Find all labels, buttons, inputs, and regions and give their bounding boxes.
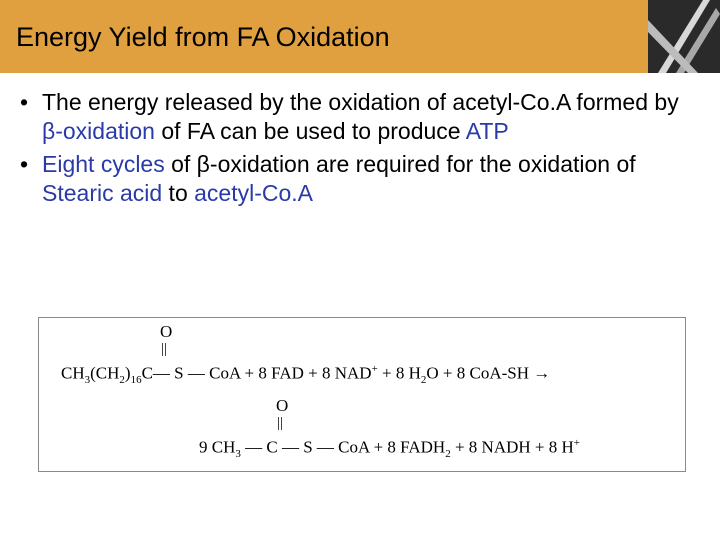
title-bar bbox=[0, 0, 720, 73]
eq-text: + 8 NADH + 8 H bbox=[450, 437, 574, 457]
double-bond-2: || bbox=[277, 415, 284, 431]
eq-text: 9 CH bbox=[199, 437, 236, 457]
reaction-equation-figure bbox=[38, 317, 686, 472]
eq-text: — C — S — CoA + 8 FADH bbox=[240, 437, 446, 457]
bullet-marker: • bbox=[20, 151, 29, 177]
eq-text: (CH bbox=[90, 363, 120, 383]
highlight-term: Eight cycles bbox=[42, 151, 165, 177]
bullet-text bbox=[42, 89, 679, 144]
equation-line-1 bbox=[61, 363, 550, 386]
bullet-item bbox=[20, 88, 700, 146]
eq-text: ) bbox=[124, 363, 131, 383]
eq-sup: + bbox=[573, 437, 580, 449]
eq-text: — S — CoA + 8 FAD + 8 NAD bbox=[152, 363, 372, 383]
eq-text: C bbox=[141, 363, 153, 383]
bullet-segment: to bbox=[162, 180, 195, 206]
equation-line-2 bbox=[199, 437, 580, 460]
eq-text: CH bbox=[61, 363, 85, 383]
highlight-term: ATP bbox=[465, 118, 509, 144]
eq-sup: + bbox=[371, 363, 378, 375]
bullet-segment: of β-oxidation are required for the oxidation of bbox=[164, 151, 636, 177]
carbonyl-oxygen-2: O bbox=[276, 396, 289, 415]
eq-text: + 8 H bbox=[377, 363, 421, 383]
double-bond-1: || bbox=[161, 341, 168, 357]
bullet-text bbox=[42, 151, 636, 206]
bullet-item bbox=[20, 150, 700, 208]
eq-text: O + 8 CoA-SH → bbox=[426, 363, 551, 383]
eq-sub: 2 bbox=[445, 448, 451, 461]
eq-sub: 3 bbox=[84, 374, 91, 387]
highlight-term: β-oxidation bbox=[42, 118, 155, 144]
highlight-term: Stearic acid bbox=[42, 180, 163, 206]
bullet-list bbox=[20, 88, 700, 212]
slide-title: Energy Yield from FA Oxidation bbox=[16, 22, 390, 52]
eq-sub: 3 bbox=[235, 448, 241, 461]
highlight-term: acetyl-Co.A bbox=[194, 180, 314, 206]
eq-sub: 2 bbox=[420, 374, 427, 387]
eq-sub: 2 bbox=[119, 374, 125, 387]
bullet-segment: of FA can be used to produce bbox=[154, 118, 466, 144]
carbonyl-oxygen-1: O bbox=[160, 322, 173, 341]
eq-sub: 16 bbox=[130, 374, 142, 387]
bullet-marker: • bbox=[20, 89, 29, 115]
stripes-logo-icon bbox=[648, 0, 720, 73]
bullet-segment: The energy released by the oxidation of acetyl-Co.A formed by bbox=[42, 89, 679, 115]
